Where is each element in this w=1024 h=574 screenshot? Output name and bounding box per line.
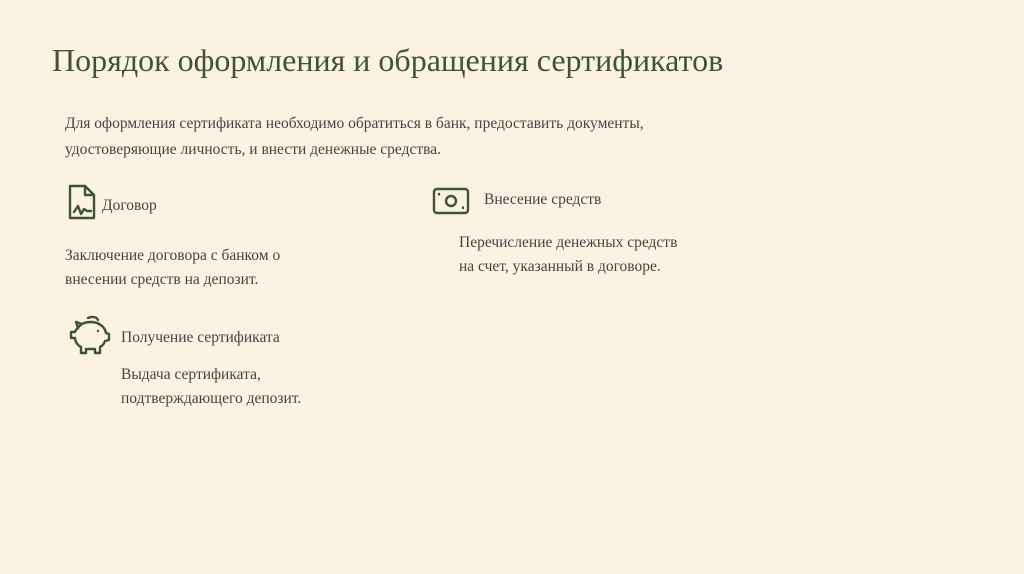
step-desc-deposit	[459, 231, 779, 279]
step-desc-contract-line-2: внесении средств на депозит.	[65, 271, 259, 288]
step-label-contract: Договор	[102, 197, 157, 214]
step-desc-deposit-line-2: на счет, указанный в договоре.	[459, 258, 661, 275]
intro-line-1: Для оформления сертификата необходимо обратиться в банк, предоставить документы,	[65, 115, 644, 132]
step-desc-contract-line-1: Заключение договора с банком о	[65, 247, 281, 264]
intro-line-2: удостоверяющие личность, и внести денежные средства.	[65, 141, 441, 158]
step-desc-contract	[65, 244, 365, 292]
banknote-icon	[431, 186, 471, 216]
piggy-bank-icon	[68, 314, 112, 356]
document-icon	[66, 182, 98, 222]
page-title: Порядок оформления и обращения сертификатов	[52, 42, 724, 78]
step-desc-certificate-line-1: Выдача сертификата,	[121, 366, 261, 383]
step-label-certificate: Получение сертификата	[121, 329, 280, 346]
intro-paragraph	[65, 111, 785, 163]
step-label-deposit: Внесение средств	[484, 191, 602, 208]
step-desc-certificate-line-2: подтверждающего депозит.	[121, 390, 302, 407]
step-desc-deposit-line-1: Перечисление денежных средств	[459, 234, 678, 251]
step-desc-certificate	[121, 363, 421, 411]
